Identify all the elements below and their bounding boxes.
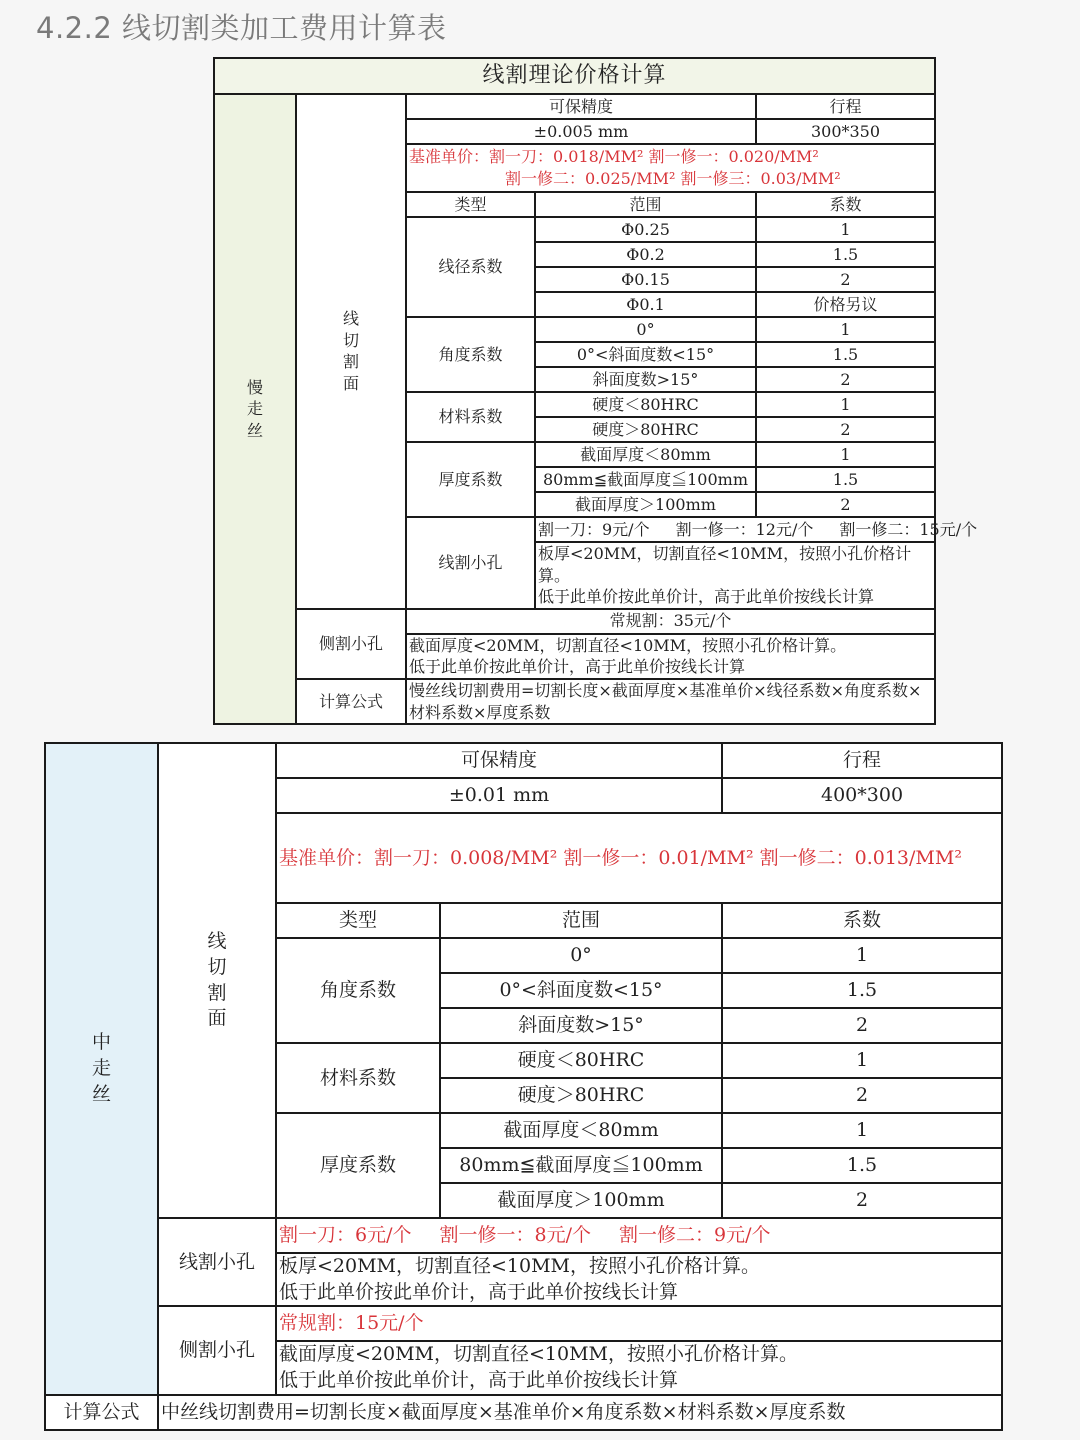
- slow-hole-prices: 割一刀：9元/个 割一修一：12元/个 割一修二：15元/个: [535, 517, 935, 542]
- slow-wire-table: [213, 57, 978, 725]
- slow-stroke-value: 300*350: [756, 119, 935, 144]
- medium-hole-label: 线割小孔: [158, 1218, 276, 1306]
- medium-base-price: 基准单价：割一刀：0.008/MM² 割一修一：0.01/MM² 割一修二：0.013/MM²: [276, 813, 1002, 903]
- table-cell-range: 硬度＞80HRC: [440, 1078, 722, 1113]
- table-cell-range: 斜面度数>15°: [440, 1008, 722, 1043]
- table-cell-coef: 2: [756, 267, 935, 292]
- table-cell-range: 硬度＜80HRC: [535, 392, 756, 417]
- table-cell-coef: 2: [722, 1008, 1002, 1043]
- table-cell-coef: 2: [756, 492, 935, 517]
- table-cell-range: 80mm≦截面厚度≦100mm: [535, 467, 756, 492]
- slow-col-range: 范围: [535, 192, 756, 217]
- table-cell-range: 截面厚度＞100mm: [440, 1183, 722, 1218]
- medium-section-label: 中走丝: [45, 743, 158, 1395]
- table-cell-coef: 2: [722, 1078, 1002, 1113]
- medium-col-range: 范围: [440, 903, 722, 938]
- medium-stroke-value: 400*300: [722, 778, 1002, 813]
- table-cell-range: 0°<斜面度数<15°: [440, 973, 722, 1008]
- table-cell-coef: 1: [722, 1043, 1002, 1078]
- table-cell-range: Φ0.1: [535, 292, 756, 317]
- table-cell-range: 截面厚度＜80mm: [440, 1113, 722, 1148]
- slow-hole-note: 板厚<20MM，切割直径<10MM，按照小孔价格计算。 低于此单价按此单价计，高于此单价按线长计算: [535, 542, 935, 609]
- table-cell-range: 斜面度数>15°: [535, 367, 756, 392]
- slow-base-price: 基准单价：割一刀：0.018/MM² 割一修一：0.020/MM² 割一修二：0.025/MM² 割一修三：0.03/MM²: [406, 144, 935, 192]
- table-cell-range: Φ0.25: [535, 217, 756, 242]
- medium-precision-value: ±0.01 mm: [276, 778, 722, 813]
- slow-side-hole-label: 侧割小孔: [296, 609, 406, 679]
- medium-formula-row: [44, 1394, 1003, 1431]
- table-cell-coef: 1.5: [756, 467, 935, 492]
- medium-stroke-label: 行程: [722, 743, 1002, 778]
- medium-col-type: 类型: [276, 903, 440, 938]
- table-cell-range: 0°: [440, 938, 722, 973]
- medium-side-hole-price: 常规割：15元/个: [276, 1306, 1002, 1341]
- table-cell-range: Φ0.15: [535, 267, 756, 292]
- medium-thickness-coef-label: 厚度系数: [276, 1113, 440, 1218]
- table-cell-coef: 1.5: [722, 1148, 1002, 1183]
- slow-stroke-label: 行程: [756, 94, 935, 119]
- table-cell-range: 硬度＞80HRC: [535, 417, 756, 442]
- table-cell-coef: 1: [756, 217, 935, 242]
- slow-precision-label: 可保精度: [406, 94, 756, 119]
- medium-formula: 中丝线切割费用=切割长度×截面厚度×基准单价×角度系数×材料系数×厚度系数: [158, 1395, 1002, 1430]
- table-cell-coef: 1: [722, 938, 1002, 973]
- medium-side-hole-label: 侧割小孔: [158, 1306, 276, 1394]
- table-cell-range: 硬度＜80HRC: [440, 1043, 722, 1078]
- medium-hole-prices: 割一刀：6元/个 割一修一：8元/个 割一修二：9元/个: [276, 1218, 1002, 1253]
- slow-section-label: 慢走丝: [214, 94, 296, 724]
- slow-formula-label: 计算公式: [296, 679, 406, 724]
- table-cell-coef: 1.5: [756, 342, 935, 367]
- slow-cut-surface-label: 线切割面: [296, 94, 406, 609]
- slow-col-coef: 系数: [756, 192, 935, 217]
- medium-side-hole-note: 截面厚度<20MM，切割直径<10MM，按照小孔价格计算。 低于此单价按此单价计，高于此单价按线长计算: [276, 1341, 1002, 1394]
- medium-angle-coef-label: 角度系数: [276, 938, 440, 1043]
- table-cell-coef: 1: [756, 392, 935, 417]
- table-cell-coef: 1: [756, 442, 935, 467]
- slow-col-type: 类型: [406, 192, 535, 217]
- table-cell-coef: 价格另议: [756, 292, 935, 317]
- slow-wire-coef-label: 线径系数: [406, 217, 535, 317]
- table-cell-coef: 1.5: [722, 973, 1002, 1008]
- table-cell-coef: 2: [756, 367, 935, 392]
- medium-col-coef: 系数: [722, 903, 1002, 938]
- table-cell-range: 截面厚度＞100mm: [535, 492, 756, 517]
- medium-precision-label: 可保精度: [276, 743, 722, 778]
- slow-table-title: 线割理论价格计算: [214, 58, 935, 94]
- medium-material-coef-label: 材料系数: [276, 1043, 440, 1113]
- table-cell-range: 0°<斜面度数<15°: [535, 342, 756, 367]
- table-cell-coef: 1.5: [756, 242, 935, 267]
- table-cell-range: 0°: [535, 317, 756, 342]
- medium-formula-label: 计算公式: [45, 1395, 158, 1430]
- slow-thickness-coef-label: 厚度系数: [406, 442, 535, 517]
- slow-hole-label: 线割小孔: [406, 517, 535, 609]
- slow-material-coef-label: 材料系数: [406, 392, 535, 442]
- table-cell-coef: 1: [722, 1113, 1002, 1148]
- slow-formula: 慢丝线切割费用=切割长度×截面厚度×基准单价×线径系数×角度系数× 材料系数×厚度系数: [406, 679, 935, 724]
- medium-wire-table: [44, 742, 1003, 1396]
- table-cell-range: Φ0.2: [535, 242, 756, 267]
- table-cell-range: 截面厚度＜80mm: [535, 442, 756, 467]
- table-cell-coef: 2: [722, 1183, 1002, 1218]
- page-heading: 4.2.2 线切割类加工费用计算表: [36, 11, 447, 45]
- slow-side-hole-note: 截面厚度<20MM，切割直径<10MM，按照小孔价格计算。 低于此单价按此单价计，高于此单价按线长计算: [406, 634, 935, 679]
- table-cell-range: 80mm≦截面厚度≦100mm: [440, 1148, 722, 1183]
- slow-precision-value: ±0.005 mm: [406, 119, 756, 144]
- medium-cut-surface-label: 线切割面: [158, 743, 276, 1218]
- slow-side-hole-price: 常规割：35元/个: [406, 609, 935, 634]
- table-cell-coef: 2: [756, 417, 935, 442]
- medium-hole-note: 板厚<20MM，切割直径<10MM，按照小孔价格计算。 低于此单价按此单价计，高于此单价按线长计算: [276, 1253, 1002, 1306]
- table-cell-coef: 1: [756, 317, 935, 342]
- slow-angle-coef-label: 角度系数: [406, 317, 535, 392]
